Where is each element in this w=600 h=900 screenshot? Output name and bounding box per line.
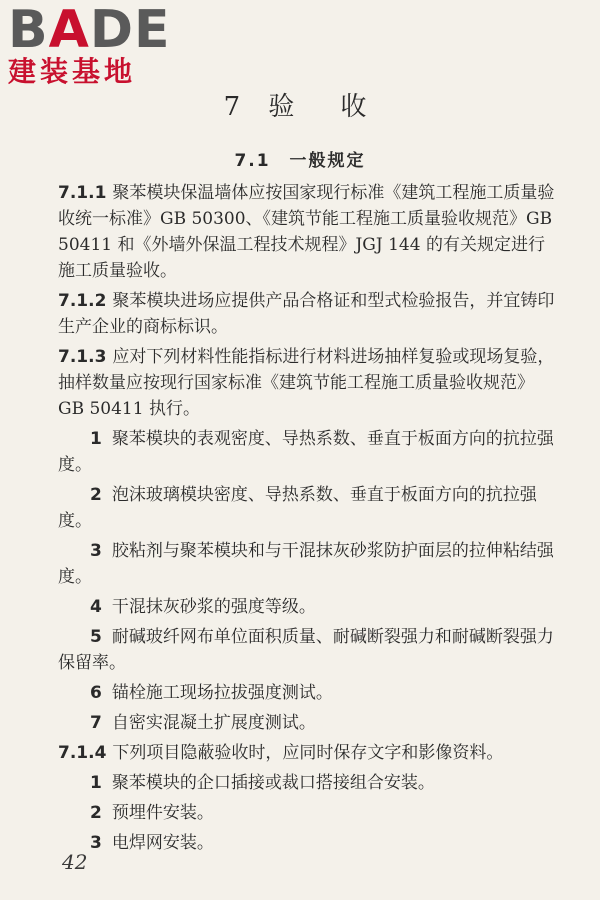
list-item	[58, 594, 558, 620]
clause-number: 7.1.1	[58, 183, 107, 203]
item-text: 预埋件安装。	[111, 803, 214, 823]
list-item	[58, 680, 558, 706]
clause-7-1-3	[58, 344, 558, 422]
item-text: 聚苯模块的企口插接或裁口搭接组合安装。	[111, 773, 435, 793]
chapter-title: 7 验 收	[223, 92, 377, 122]
clause-text: 聚苯模块保温墙体应按国家现行标准《建筑工程施工质量验收统一标准》GB 50300、《建筑节能工程施工质量验收规范》GB 50411 和《外墙外保温工程技术规程》JGJ 144 的有关规定进行施工质量验收。	[58, 183, 555, 281]
item-text: 胶粘剂与聚苯模块和与干混抹灰砂浆防护面层的拉伸粘结强度。	[58, 541, 554, 587]
document-body	[58, 180, 558, 860]
clause-text: 聚苯模块进场应提供产品合格证和型式检验报告，并宜铸印生产企业的商标标识。	[58, 291, 555, 337]
item-text: 自密实混凝土扩展度测试。	[111, 713, 316, 733]
item-number: 4	[90, 597, 102, 617]
item-number: 1	[90, 429, 102, 449]
item-number: 6	[90, 683, 102, 703]
clause-text: 应对下列材料性能指标进行材料进场抽样复验或现场复验，抽样数量应按现行国家标准《建筑节能工程施工质量验收规范》GB 50411 执行。	[58, 347, 555, 419]
clause-number: 7.1.2	[58, 291, 107, 311]
item-number: 7	[90, 713, 102, 733]
list-item	[58, 770, 558, 796]
item-number: 3	[90, 541, 102, 561]
page-number: 42	[62, 850, 88, 874]
list-item	[58, 800, 558, 826]
item-number: 5	[90, 627, 102, 647]
section-title: 7.1 一般规定	[234, 151, 366, 171]
list-item	[58, 538, 558, 590]
clause-number: 7.1.3	[58, 347, 107, 367]
bade-logo	[8, 2, 178, 88]
logo-accent-letter: A	[48, 0, 90, 60]
item-text: 泡沫玻璃模块密度、导热系数、垂直于板面方向的抗拉强度。	[58, 485, 537, 531]
clause-7-1-2	[58, 288, 558, 340]
clause-text: 下列项目隐蔽验收时，应同时保存文字和影像资料。	[112, 743, 504, 763]
clause-7-1-4	[58, 740, 558, 766]
list-item	[58, 624, 558, 676]
item-number: 1	[90, 773, 102, 793]
item-text: 锚栓施工现场拉拔强度测试。	[111, 683, 333, 703]
item-text: 聚苯模块的表观密度、导热系数、垂直于板面方向的抗拉强度。	[58, 429, 554, 475]
logo-wordmark: BADE	[8, 0, 171, 60]
item-number: 3	[90, 833, 102, 853]
list-item	[58, 830, 558, 856]
item-text: 干混抹灰砂浆的强度等级。	[111, 597, 316, 617]
clause-number: 7.1.4	[58, 743, 107, 763]
clause-7-1-1	[58, 180, 558, 284]
item-number: 2	[90, 803, 102, 823]
logo-subtitle: 建装基地	[8, 55, 137, 88]
item-text: 耐碱玻纤网布单位面积质量、耐碱断裂强力和耐碱断裂强力保留率。	[58, 627, 554, 673]
list-item	[58, 426, 558, 478]
item-number: 2	[90, 485, 102, 505]
list-item	[58, 482, 558, 534]
item-text: 电焊网安装。	[111, 833, 214, 853]
list-item	[58, 710, 558, 736]
